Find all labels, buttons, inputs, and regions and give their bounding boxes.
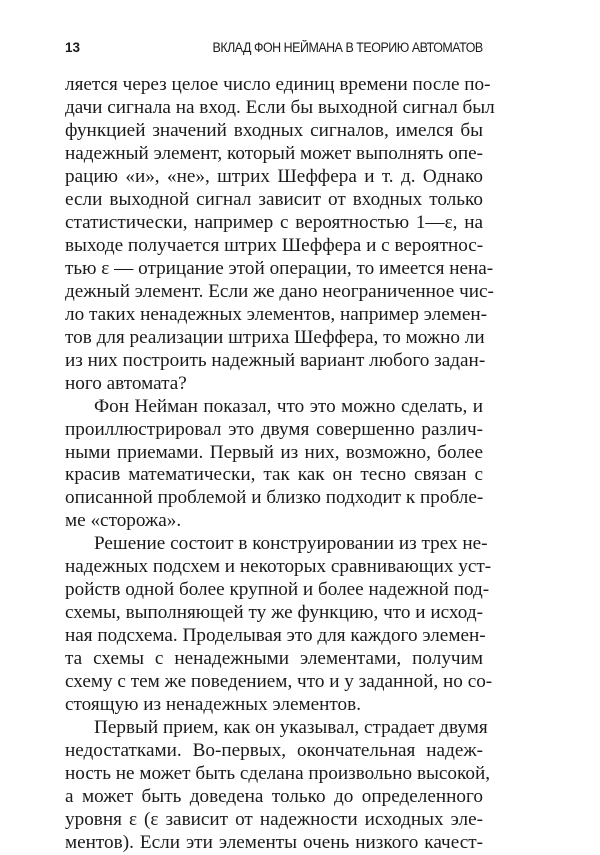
text-line: ляется через целое число единиц времени после по- [65, 74, 491, 95]
text-line: тов для реализации штриха Шеффера, то можно ли [65, 326, 485, 348]
text-line: ного автомата? [65, 372, 187, 394]
text-line: тью ε — отрицание этой операции, то имеется нена- [65, 257, 494, 279]
text-line: дежный элемент. Если же дано неограниченное чис- [65, 280, 494, 302]
text-line: схему с тем же поведением, что и у заданной, но со- [65, 671, 493, 693]
text-line: дачи сигнала на вход. Если бы выходной сигнал был [65, 96, 495, 118]
text-line: красив математически, так как он тесно связан с [65, 464, 483, 486]
text-line: ными приемами. Первый из них, возможно, более [65, 441, 483, 463]
text-line: рацию «и», «не», штрих Шеффера и т. д. Однако [65, 165, 483, 187]
text-line: если выходной сигнал зависит от входных только [65, 188, 483, 210]
text-line: ме «сторожа». [65, 510, 182, 532]
text-line: из них построить надежный вариант любого задан- [65, 349, 486, 371]
text-line: стоящую из ненадежных элементов. [65, 694, 361, 716]
text-line: ройств одной более крупной и более надежной под- [65, 579, 490, 601]
text-line: статистически, например с вероятностью 1—ε, на [65, 211, 483, 233]
text-line: Фон Нейман показал, что это можно сделать, и [94, 395, 483, 417]
text-line: Решение состоит в конструировании из трех не- [94, 533, 488, 555]
text-line: а может быть доведена только до определенного [65, 786, 483, 808]
text-line: функцией значений входных сигналов, имелся бы [65, 119, 483, 141]
running-title: ВКЛАД ФОН НЕЙМАНА В ТЕОРИЮ АВТОМАТОВ [212, 40, 483, 55]
page-body-text [65, 74, 495, 855]
text-line: проиллюстрировал это двумя совершенно различ- [65, 418, 483, 440]
text-line: описанной проблемой и близко подходит к пробле- [65, 487, 484, 509]
text-line: ло таких ненадежных элементов, например элемен- [65, 303, 488, 325]
text-line: выходе получается штрих Шеффера и с вероятнос- [65, 234, 484, 256]
text-line: схемы, выполняющей ту же функцию, что и исход- [65, 602, 483, 624]
text-line: ментов). Если эти элементы очень низкого качест- [65, 831, 483, 853]
text-line: надежных подсхем и некоторых сравнивающих уст- [65, 556, 492, 578]
text-line: та схемы с ненадежными элементами, получим [65, 648, 483, 670]
running-header [65, 40, 483, 58]
text-line: недостатками. Во-первых, окончательная надеж- [65, 740, 483, 762]
text-line: уровня ε (ε зависит от надежности исходных эле- [65, 809, 483, 830]
page-number: 13 [65, 40, 81, 55]
text-line: надежный элемент, который может выполнять опе- [65, 142, 483, 164]
text-line: Первый прием, как он указывал, страдает двумя [94, 717, 488, 739]
text-line: ность не может быть сделана произвольно высокой, [65, 763, 491, 785]
text-line: ная подсхема. Проделывая это для каждого элемен- [65, 625, 486, 647]
